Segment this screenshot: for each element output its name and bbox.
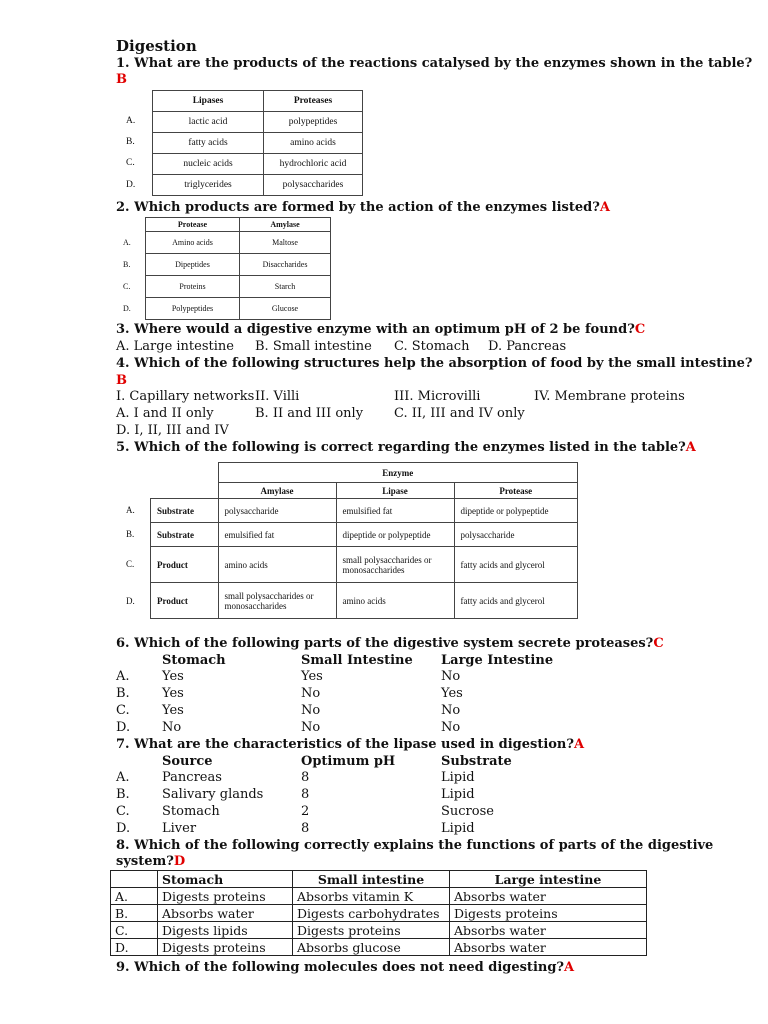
table-cell: Digests lipids <box>158 922 293 939</box>
cell-line: small polysaccharides or <box>224 590 314 601</box>
table-cell: Substrate <box>151 499 219 523</box>
q6-cell: Yes <box>441 686 463 701</box>
q2-row-label: B. <box>123 260 131 269</box>
table-cell: B. <box>111 905 158 922</box>
q7-cell: 8 <box>301 787 310 802</box>
q6-cell: No <box>301 686 321 701</box>
question-2-text: 2. Which products are formed by the action of the enzymes listed? <box>116 200 600 215</box>
table-cell: dipeptide or polypeptide <box>454 499 578 523</box>
table-cell: Disaccharides <box>240 254 331 276</box>
table-row <box>146 232 331 254</box>
table-cell <box>336 547 454 583</box>
table-cell: hydrochloric acid <box>264 154 363 175</box>
q8-header: Stomach <box>158 871 293 888</box>
table-cell: nucleic acids <box>153 154 264 175</box>
table-cell <box>218 583 336 619</box>
q5-row-label: B. <box>126 529 135 539</box>
table-row <box>111 939 647 956</box>
table-cell: Digests proteins <box>293 922 450 939</box>
q7-row-label: B. <box>116 787 130 802</box>
q4-option: B. II and III only <box>255 406 364 421</box>
table-cell: triglycerides <box>153 175 264 196</box>
question-7-text: 7. What are the characteristics of the lipase used in digestion? <box>116 737 575 752</box>
question-5 <box>116 440 696 456</box>
table-row <box>153 112 363 133</box>
table-cell: fatty acids and glycerol <box>454 547 578 583</box>
q6-header: Small Intestine <box>301 653 413 668</box>
table-cell: polysaccharides <box>264 175 363 196</box>
q2-table <box>145 217 331 320</box>
table-cell: A. <box>111 888 158 905</box>
question-7-answer: A <box>574 737 585 752</box>
table-row <box>111 888 647 905</box>
question-2 <box>116 200 610 216</box>
table-cell: D. <box>111 939 158 956</box>
q6-cell: No <box>441 720 461 735</box>
table-cell: amino acids <box>264 133 363 154</box>
table-cell: emulsified fat <box>218 523 336 547</box>
table-cell: emulsified fat <box>336 499 454 523</box>
q5-row-label: C. <box>126 559 135 569</box>
table-cell: Absorbs water <box>450 922 647 939</box>
question-9 <box>116 960 574 976</box>
q5-row-label: A. <box>126 505 135 515</box>
table-row <box>111 905 647 922</box>
q6-row-label: C. <box>116 703 130 718</box>
q7-cell: Sucrose <box>441 804 494 819</box>
question-3-answer: C <box>634 322 646 337</box>
q3-option: D. Pancreas <box>488 339 567 354</box>
table-cell: Product <box>151 547 219 583</box>
q6-row-label: A. <box>116 669 130 684</box>
table-cell: Product <box>151 583 219 619</box>
cell-line: monosaccharides <box>342 564 405 575</box>
q1-table <box>152 90 363 196</box>
question-5-text: 5. Which of the following is correct regarding the enzymes listed in the table? <box>116 440 686 455</box>
table-cell: lactic acid <box>153 112 264 133</box>
table-row <box>151 583 578 619</box>
table-row <box>151 547 578 583</box>
q7-cell: Lipid <box>441 821 475 836</box>
q6-header: Large Intestine <box>441 653 554 668</box>
table-cell: amino acids <box>336 583 454 619</box>
q6-header: Stomach <box>162 653 226 668</box>
cell-line: monosaccharides <box>224 600 287 611</box>
q7-cell: 8 <box>301 770 310 785</box>
q2-row-label: A. <box>123 238 131 247</box>
table-row <box>153 154 363 175</box>
table-cell: Absorbs water <box>158 905 293 922</box>
question-8 <box>116 854 185 870</box>
question-7 <box>116 737 584 753</box>
table-cell: Dipeptides <box>146 254 240 276</box>
table-cell: fatty acids and glycerol <box>454 583 578 619</box>
question-8-text: 8. Which of the following correctly explains the functions of parts of the digestive <box>116 838 714 853</box>
q4-item: III. Microvilli <box>394 389 481 404</box>
q6-cell: Yes <box>162 703 184 718</box>
q7-header: Source <box>162 754 213 769</box>
table-cell: Starch <box>240 276 331 298</box>
q6-cell: No <box>441 669 461 684</box>
table-cell: polypeptides <box>264 112 363 133</box>
q8-header <box>111 871 158 888</box>
question-5-answer: A <box>685 440 696 455</box>
question-6-text: 6. Which of the following parts of the digestive system secrete proteases? <box>116 636 654 651</box>
table-cell: Absorbs vitamin K <box>293 888 450 905</box>
table-cell: Digests proteins <box>450 905 647 922</box>
table-cell: amino acids <box>218 547 336 583</box>
question-9-answer: A <box>564 960 575 975</box>
q7-cell: Pancreas <box>162 770 222 785</box>
q6-cell: No <box>301 720 321 735</box>
q6-cell: Yes <box>162 686 184 701</box>
q1-row-label: C. <box>126 158 135 168</box>
question-4-text: 4. Which of the following structures help the absorption of food by the small intestine? <box>116 356 753 371</box>
table-cell: Substrate <box>151 523 219 547</box>
q1-row-label: D. <box>126 180 136 190</box>
q5-header: Protease <box>454 483 578 499</box>
q4-option: C. II, III and IV only <box>394 406 525 421</box>
q5-row-label: D. <box>126 596 135 606</box>
table-cell: Digests carbohydrates <box>293 905 450 922</box>
q2-row-label: D. <box>123 304 131 313</box>
table-cell: Absorbs glucose <box>293 939 450 956</box>
table-cell: Polypeptides <box>146 298 240 320</box>
q7-cell: Salivary glands <box>162 787 264 802</box>
table-cell: fatty acids <box>153 133 264 154</box>
q7-cell: Stomach <box>162 804 220 819</box>
q1-header: Lipases <box>153 91 264 112</box>
q5-header: Lipase <box>336 483 454 499</box>
q4-item: IV. Membrane proteins <box>534 389 685 404</box>
question-6-answer: C <box>653 636 664 651</box>
table-row <box>151 499 578 523</box>
table-cell: Glucose <box>240 298 331 320</box>
table-row <box>151 523 578 547</box>
q2-row-label: C. <box>123 282 131 291</box>
table-cell: polysaccharide <box>218 499 336 523</box>
table-cell: Maltose <box>240 232 331 254</box>
q7-cell: 2 <box>301 804 310 819</box>
q6-row-label: B. <box>116 686 130 701</box>
question-8-answer: D <box>173 854 186 869</box>
question-9-text: 9. Which of the following molecules does not need digesting? <box>116 960 565 975</box>
q5-group-header: Enzyme <box>218 463 578 483</box>
q6-cell: No <box>162 720 182 735</box>
question-1-answer: B <box>116 72 127 87</box>
q5-table <box>150 462 578 619</box>
q7-row-label: A. <box>116 770 130 785</box>
q5-header: Amylase <box>218 483 336 499</box>
table-cell: Digests proteins <box>158 939 293 956</box>
q4-option: A. I and II only <box>116 406 214 421</box>
q2-header: Protease <box>146 218 240 232</box>
table-row <box>146 254 331 276</box>
q8-header: Large intestine <box>450 871 647 888</box>
q6-cell: Yes <box>301 669 323 684</box>
q7-cell: Lipid <box>441 787 475 802</box>
table-cell: Absorbs water <box>450 888 647 905</box>
q2-header: Amylase <box>240 218 331 232</box>
q7-cell: 8 <box>301 821 310 836</box>
question-8-text-cont: system? <box>116 854 174 869</box>
table-row <box>153 175 363 196</box>
q4-item: II. Villi <box>255 389 300 404</box>
table-cell: Amino acids <box>146 232 240 254</box>
table-row <box>111 922 647 939</box>
table-row <box>146 298 331 320</box>
q8-table <box>110 870 647 956</box>
table-cell: dipeptide or polypeptide <box>336 523 454 547</box>
q3-option: B. Small intestine <box>255 339 372 354</box>
q1-row-label: B. <box>126 137 135 147</box>
question-1 <box>116 56 752 72</box>
q7-cell: Lipid <box>441 770 475 785</box>
question-3-text: 3. Where would a digestive enzyme with an optimum pH of 2 be found? <box>116 322 635 337</box>
q6-cell: No <box>441 703 461 718</box>
table-cell: Digests proteins <box>158 888 293 905</box>
q7-header: Optimum pH <box>301 754 396 769</box>
q1-row-label: A. <box>126 116 136 126</box>
cell-line: small polysaccharides or <box>342 554 432 565</box>
q4-item: I. Capillary networks <box>116 389 255 404</box>
question-1-text: 1. What are the products of the reactions catalysed by the enzymes shown in the table? <box>116 56 753 71</box>
q7-header: Substrate <box>441 754 512 769</box>
question-4-answer: B <box>116 373 127 388</box>
q6-cell: No <box>301 703 321 718</box>
q4-option: D. I, II, III and IV <box>116 423 229 438</box>
q3-option: A. Large intestine <box>116 339 234 354</box>
table-row <box>146 276 331 298</box>
q1-header: Proteases <box>264 91 363 112</box>
q7-row-label: C. <box>116 804 130 819</box>
question-6 <box>116 636 664 652</box>
question-2-answer: A <box>599 200 610 215</box>
q3-option: C. Stomach <box>394 339 470 354</box>
q6-cell: Yes <box>162 669 184 684</box>
q7-row-label: D. <box>116 821 131 836</box>
table-cell: Proteins <box>146 276 240 298</box>
table-cell: C. <box>111 922 158 939</box>
question-3 <box>116 322 645 338</box>
q7-cell: Liver <box>162 821 197 836</box>
q8-header: Small intestine <box>293 871 450 888</box>
page-title: Digestion <box>116 37 197 55</box>
table-cell: polysaccharide <box>454 523 578 547</box>
table-row <box>153 133 363 154</box>
q6-row-label: D. <box>116 720 131 735</box>
table-cell: Absorbs water <box>450 939 647 956</box>
